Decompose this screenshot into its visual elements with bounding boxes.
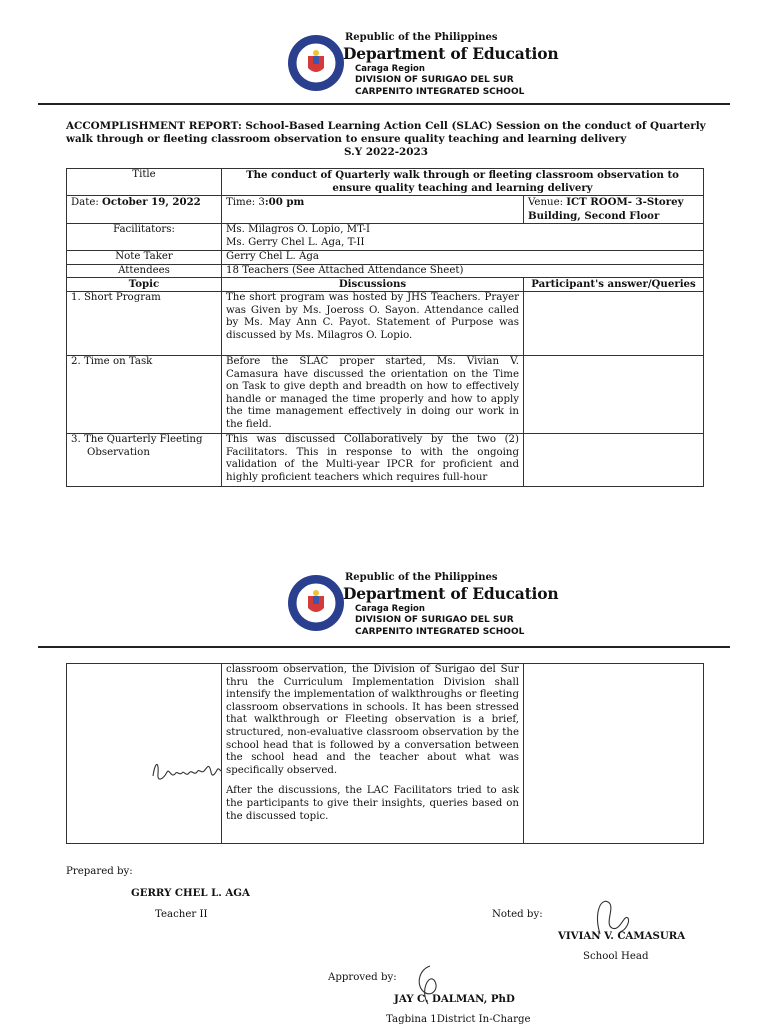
discussion-cell: The short program was hosted by JHS Teachers. Prayer was Given by Ms. Joeross O. Sayon. Attendance called by Ms. May Ann C. Payot. Statement of Purpose was discussed by Ms. Milagros O. Lopio.: [222, 291, 524, 355]
facilitator-1: Ms. Milagros O. Lopio, MT-I: [226, 224, 371, 236]
report-title: [66, 120, 706, 159]
participants-cell: [524, 355, 704, 433]
time-value: :00 pm: [264, 196, 305, 208]
slac-report-table-continued: [66, 663, 704, 844]
attendees-label: Attendees: [67, 264, 222, 278]
note-taker-value: Gerry Chel L. Aga: [222, 251, 704, 265]
col-topic-header: Topic: [67, 278, 222, 292]
page-2: [0, 540, 768, 1024]
letterhead: [0, 0, 768, 100]
table-row: [67, 224, 704, 251]
col-participants-header: Participant's answer/Queries: [524, 278, 704, 292]
approver-title: Tagbina 1District In-Charge: [386, 1014, 531, 1025]
region-line: Caraga Region: [355, 604, 425, 614]
facilitators-label: Facilitators:: [67, 224, 222, 251]
venue-label: Venue:: [528, 197, 567, 208]
noter-name: VIVIAN V. CAMASURA: [558, 930, 686, 942]
topic-cell: [67, 664, 222, 844]
date-label: Date:: [71, 197, 103, 208]
date-value: October 19, 2022: [102, 196, 201, 208]
title-value: The conduct of Quarterly walk through or fleeting classroom observation to ensure quality teaching and learning delivery: [222, 169, 704, 196]
header-divider: [38, 103, 730, 105]
report-title-line1: ACCOMPLISHMENT REPORT: School-Based Learning Action Cell (SLAC) Session on the conduct of Quarterly: [66, 120, 706, 132]
discussion-continued-text: classroom observation, the Division of Surigao del Sur thru the Curriculum Implementation Division shall intensify the implementation of walkthroughs or fleeting classroom observations in schools. It has been stressed that walkthrough or Fleeting observation is a brief, structured, non-evaluative classroom observation by the school head that is followed by a conversation between the school head and the teacher about what was specifically observed.: [226, 664, 519, 776]
letterhead: [0, 540, 768, 640]
noter-title: School Head: [583, 951, 649, 962]
deped-seal-icon: [287, 574, 345, 632]
discussion-text: This was discussed Collaboratively by the two (2) Facilitators. This in response to with the ongoing validation of the Multi-year IPCR for proficient and highly proficient teachers which requires full-hour: [226, 433, 519, 483]
table-row: [67, 291, 704, 355]
topic-cell: 2. Time on Task: [67, 355, 222, 433]
school-year: S.Y 2022-2023: [344, 146, 428, 158]
division-line: DIVISION OF SURIGAO DEL SUR: [355, 615, 514, 625]
participants-cell: [524, 664, 704, 844]
note-taker-label: Note Taker: [67, 251, 222, 265]
report-title-line2: walk through or fleeting classroom observation to ensure quality teaching and learning delivery: [66, 133, 627, 145]
topic-line-2: Observation: [87, 446, 150, 458]
department-line: Department of Education: [343, 44, 559, 63]
title-label: Title: [67, 169, 222, 196]
table-row: [67, 196, 704, 224]
signature-icon: [149, 754, 222, 788]
venue-value: ICT ROOM- 3-Storey Building, Second Floor: [528, 196, 684, 222]
facilitators-value: [222, 224, 704, 251]
approver-name: JAY C. DALMAN, PhD: [394, 993, 515, 1005]
venue-cell: [524, 196, 704, 224]
table-row: [67, 355, 704, 433]
discussion-continued-cell: [222, 664, 524, 844]
republic-line: Republic of the Philippines: [345, 572, 498, 583]
republic-line: Republic of the Philippines: [345, 32, 498, 43]
date-cell: [67, 196, 222, 224]
school-line: CARPENITO INTEGRATED SCHOOL: [355, 87, 525, 97]
table-row: [67, 169, 704, 196]
topic-cell: [67, 433, 222, 486]
slac-report-table: [66, 168, 704, 487]
discussion-cell: [222, 433, 524, 486]
approved-by-label: Approved by:: [328, 972, 397, 983]
time-label: Time: 3: [226, 197, 265, 208]
table-row: [67, 433, 704, 486]
discussion-closing-text: After the discussions, the LAC Facilitators tried to ask the participants to give their insights, queries based on the discussed topic.: [226, 785, 519, 822]
participants-cell: [524, 291, 704, 355]
department-line: Department of Education: [343, 584, 559, 603]
table-header-row: [67, 278, 704, 292]
division-line: DIVISION OF SURIGAO DEL SUR: [355, 75, 514, 85]
region-line: Caraga Region: [355, 64, 425, 74]
preparer-title: Teacher II: [155, 909, 208, 920]
facilitator-2: Ms. Gerry Chel L. Aga, T-II: [226, 236, 365, 248]
participants-cell: [524, 433, 704, 486]
table-row: [67, 264, 704, 278]
deped-seal-icon: [287, 34, 345, 92]
letterhead-text: [343, 32, 558, 98]
topic-cell: 1. Short Program: [67, 291, 222, 355]
attendees-value: 18 Teachers (See Attached Attendance Sheet): [222, 264, 704, 278]
table-row: [67, 664, 704, 844]
time-cell: [222, 196, 524, 224]
letterhead-text: [343, 572, 558, 638]
noted-by-label: Noted by:: [492, 909, 543, 920]
col-discussions-header: Discussions: [222, 278, 524, 292]
table-row: [67, 251, 704, 265]
preparer-name: GERRY CHEL L. AGA: [131, 887, 250, 899]
header-divider: [38, 646, 730, 648]
topic-line-1: 3. The Quarterly Fleeting: [71, 433, 203, 445]
prepared-by-label: Prepared by:: [66, 866, 133, 877]
school-line: CARPENITO INTEGRATED SCHOOL: [355, 627, 525, 637]
discussion-cell: Before the SLAC proper started, Ms. Vivian V. Camasura have discussed the orientation on the Time on Task to give depth and breadth on how to effectively handle or managed the time properly and how to apply the time management effectively in doing our work in the field.: [222, 355, 524, 433]
